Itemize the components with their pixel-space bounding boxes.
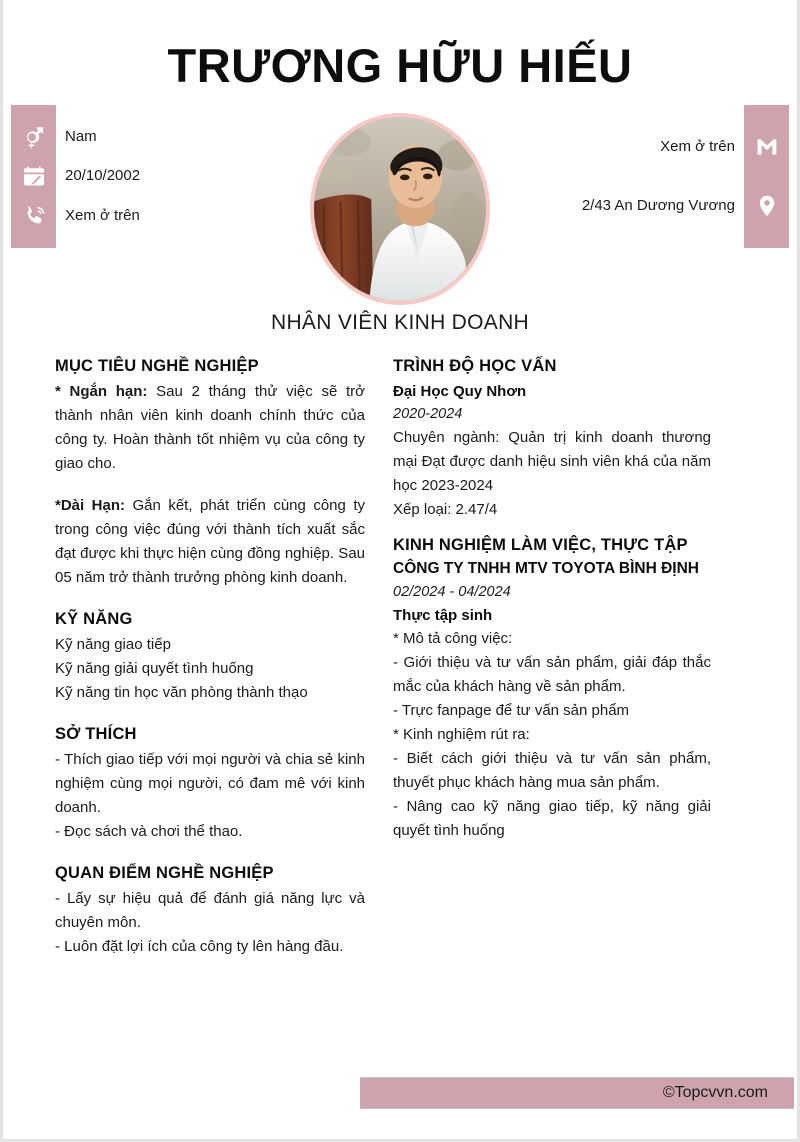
objective-short-term-text: Sau 2 tháng thử việc sẽ trở thành nhân viên kinh doanh chính thức của công ty. Hoàn thành tốt nhiệm vụ của công ty giao cho. <box>55 383 365 472</box>
objective-heading: MỤC TIÊU NGHỀ NGHIỆP <box>55 357 259 375</box>
section-experience <box>393 536 711 843</box>
cv-left-column <box>55 357 365 979</box>
experience-role: Thực tập sinh <box>393 607 493 624</box>
section-education <box>393 357 711 522</box>
experience-lesson-item: - Nâng cao kỹ năng giao tiếp, kỹ năng giải quyết tình huống <box>393 798 711 839</box>
cv-right-column <box>393 357 711 979</box>
experience-desc-item: - Trực fanpage để tư vấn sản phẩm <box>393 702 630 719</box>
objective-short-term-label: * Ngắn hạn: <box>55 383 148 400</box>
skill-item: Kỹ năng giao tiếp <box>55 636 171 653</box>
education-years: 2020-2024 <box>393 406 463 422</box>
page-title: TRƯƠNG HỮU HIẾU <box>167 39 633 92</box>
objective-long-term <box>55 494 365 590</box>
experience-desc-item: - Giới thiệu và tư vấn sản phẩm, giải đáp thắc mắc của khách hàng về sản phẩm. <box>393 654 711 695</box>
experience-period: 02/2024 - 04/2024 <box>393 584 511 600</box>
experience-company: CÔNG TY TNHH MTV TOYOTA BÌNH ĐỊNH <box>393 560 699 577</box>
viewpoint-item: - Luôn đặt lợi ích của công ty lên hàng đầu. <box>55 938 344 955</box>
spacer <box>55 476 365 494</box>
hobby-item: - Thích giao tiếp với mọi người và chia sẻ kinh nghiệm cùng mọi người, có đam mê với kinh doanh. <box>55 751 365 816</box>
section-skills <box>55 610 365 705</box>
education-gpa: Xếp loại: 2.47/4 <box>393 501 498 518</box>
avatar <box>310 113 490 305</box>
location-pin-icon <box>755 194 779 218</box>
section-hobbies <box>55 725 365 844</box>
experience-lessons-label: * Kinh nghiệm rút ra: <box>393 726 530 743</box>
contact-birthdate-value: 20/10/2002 <box>65 167 141 185</box>
skill-item: Kỹ năng tin học văn phòng thành thạo <box>55 684 308 701</box>
contact-gender-value: Nam <box>65 127 97 145</box>
contact-phone-value: Xem ở trên <box>65 207 140 225</box>
avatar-photo <box>314 117 486 301</box>
contact-values-left <box>65 105 295 248</box>
objective-long-term-label: *Dài Hạn: <box>55 497 125 514</box>
contact-values-right <box>485 105 735 248</box>
section-objective <box>55 357 365 590</box>
experience-heading: KINH NGHIỆM LÀM VIỆC, THỰC TẬP <box>393 536 688 554</box>
calendar-icon <box>22 164 46 188</box>
experience-lesson-item: - Biết cách giới thiệu và tư vấn sản phẩm, thuyết phục khách hàng mua sản phẩm. <box>393 750 711 791</box>
experience-desc-label: * Mô tả công việc: <box>393 630 513 647</box>
objective-short-term <box>55 380 365 476</box>
job-title: NHÂN VIÊN KINH DOANH <box>270 311 530 334</box>
contact-icon-bar-right <box>744 105 789 248</box>
section-viewpoint <box>55 864 365 959</box>
hobbies-heading: SỞ THÍCH <box>55 725 137 743</box>
education-detail: Chuyên ngành: Quản trị kinh doanh thương mại Đạt được danh hiệu sinh viên khá của năm học 2023-2024 <box>393 429 711 494</box>
viewpoint-item: - Lấy sự hiệu quả để đánh giá năng lực và chuyên môn. <box>55 890 365 931</box>
contact-strip <box>3 105 797 315</box>
objective-long-term-text: Gắn kết, phát triển cùng công ty trong công việc đúng với thành tích xuất sắc đạt được khi thực hiện cùng đồng nghiệp. Sau 05 năm trở thành trưởng phòng kinh doanh. <box>55 497 365 586</box>
watermark-text: ©Topcvvn.com <box>662 1084 768 1101</box>
education-heading: TRÌNH ĐỘ HỌC VẤN <box>393 357 557 375</box>
email-icon <box>755 135 779 159</box>
gender-icon <box>22 125 46 149</box>
skill-item: Kỹ năng giải quyết tình huống <box>55 660 254 677</box>
skills-heading: KỸ NĂNG <box>55 610 133 628</box>
hobby-item: - Đọc sách và chơi thể thao. <box>55 823 243 840</box>
phone-icon <box>22 204 46 228</box>
contact-icon-bar-left <box>11 105 56 248</box>
contact-address-value: 2/43 An Dương Vương <box>581 197 735 215</box>
viewpoint-heading: QUAN ĐIỂM NGHỀ NGHIỆP <box>55 864 274 882</box>
cv-body <box>3 335 797 979</box>
contact-email-value: Xem ở trên <box>660 137 735 155</box>
footer-watermark-bar <box>360 1077 794 1109</box>
education-school: Đại Học Quy Nhơn <box>393 383 527 400</box>
